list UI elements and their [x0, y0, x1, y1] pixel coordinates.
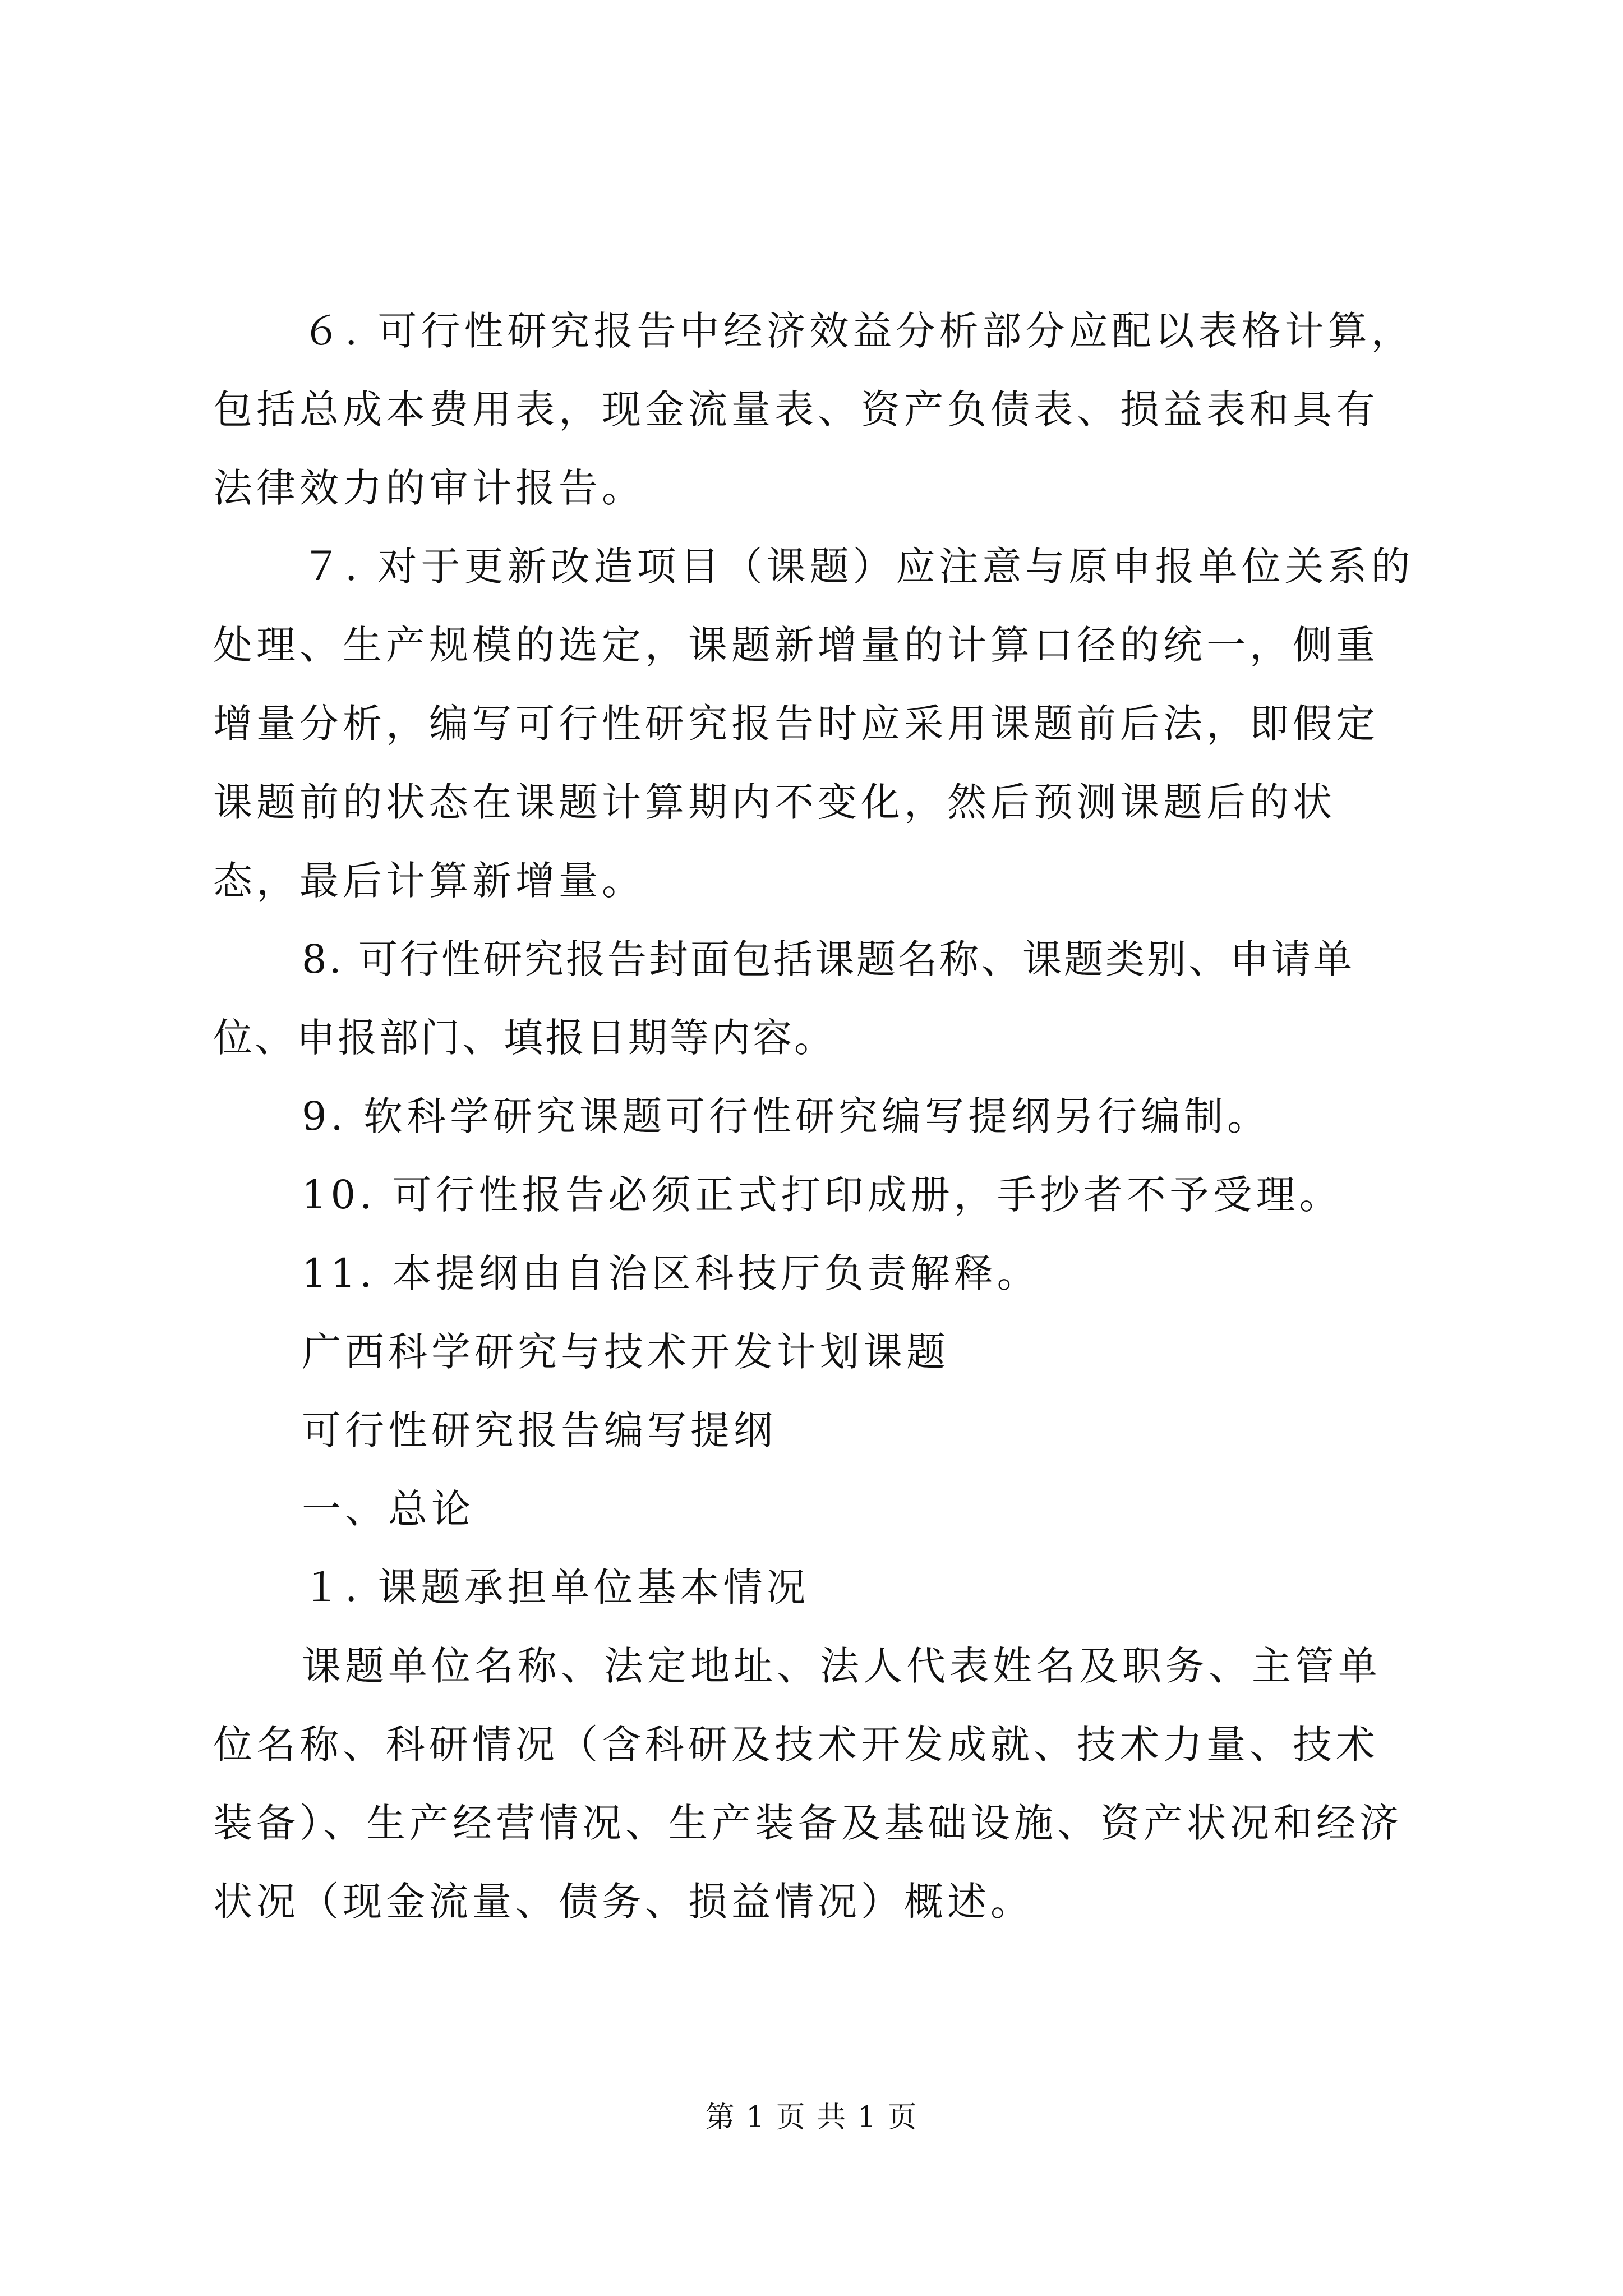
outline-title-line-1: 广西科学研究与技术开发计划课题	[302, 1329, 949, 1375]
paragraph-item-11: 11. 本提纲由自治区科技厅负责解释。	[302, 1250, 1040, 1296]
paragraph-item-6: ６. 可行性研究报告中经济效益分析部分应配以表格计算，包括总成本费用表，现金流量表、资产负债表、损益表和具有法律效力的审计报告。	[213, 308, 1414, 511]
paragraph-item-10: 10. 可行性报告必须正式打印成册，手抄者不予受理。	[302, 1172, 1343, 1218]
paragraph-item-9: 9. 软科学研究课题可行性研究编写提纲另行编制。	[302, 1093, 1271, 1139]
section-heading-general: 一、总论	[302, 1486, 474, 1532]
paragraph-item-7: ７. 对于更新改造项目（课题）应注意与原申报单位关系的处理、生产规模的选定，课题新增量的计算口径的统一，侧重增量分析，编写可行性研究报告时应采用课题前后法，即假定课题前的状态在课题计算期内不变化，然后预测课题后的状态，最后计算新增量。	[213, 544, 1414, 904]
page-number-footer: 第 1 页 共 1 页	[705, 2101, 918, 2134]
outline-title-line-2: 可行性研究报告编写提纲	[302, 1407, 777, 1453]
paragraph-item-8: 8. 可行性研究报告封面包括课题名称、课题类别、申请单位、申报部门、填报日期等内容。	[213, 936, 1355, 1061]
document-body	[213, 292, 1419, 1941]
paragraph-unit-info-description: 课题单位名称、法定地址、法人代表姓名及职务、主管单位名称、科研情况（含科研及技术开发成就、技术力量、技术装备）、生产经营情况、生产装备及基础设施、资产状况和经济状况（现金流量、债务、损益情况）概述。	[213, 1643, 1403, 1925]
subsection-heading-unit-info: １. 课题承担单位基本情况	[302, 1565, 810, 1611]
